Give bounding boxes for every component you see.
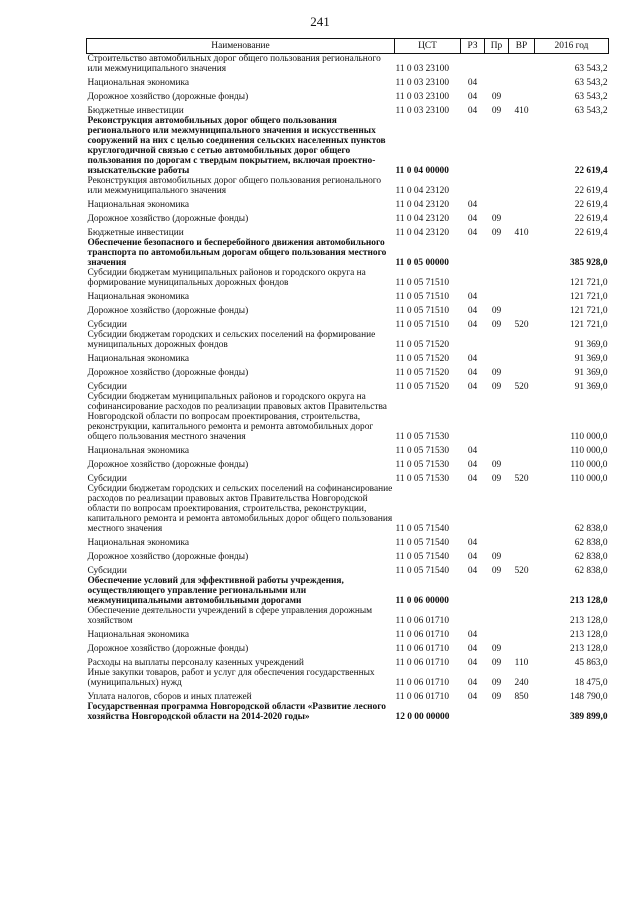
row-cst: 11 0 05 71540 xyxy=(395,566,450,576)
row-pr: 09 xyxy=(491,320,502,330)
row-pr: 09 xyxy=(491,552,502,562)
table-row xyxy=(87,456,609,470)
row-rz xyxy=(461,484,485,534)
row-cst: 11 0 05 71520 xyxy=(395,340,450,350)
row-vr xyxy=(509,350,535,364)
row-vr xyxy=(509,268,535,288)
row-rz: 04 xyxy=(467,446,478,456)
row-vr xyxy=(509,176,535,196)
row-vr xyxy=(509,302,535,316)
row-pr: 09 xyxy=(491,678,502,688)
table-row xyxy=(87,392,609,442)
row-vr: 850 xyxy=(514,692,529,702)
row-vr xyxy=(509,364,535,378)
table-row xyxy=(87,88,609,102)
row-pr xyxy=(485,196,509,210)
row-sum: 22 619,4 xyxy=(574,214,608,224)
row-cst: 11 0 05 71530 xyxy=(395,474,450,484)
row-sum: 22 619,4 xyxy=(574,166,608,176)
row-name: Национальная экономика xyxy=(87,630,190,640)
row-rz xyxy=(461,268,485,288)
table-row xyxy=(87,54,609,75)
row-cst: 11 0 04 00000 xyxy=(395,166,449,176)
row-name: Расходы на выплаты персоналу казенных учреждений xyxy=(87,658,304,668)
row-name: Национальная экономика xyxy=(87,292,190,302)
row-rz: 04 xyxy=(467,214,478,224)
row-name: Обеспечение деятельности учреждений в сфере управления дорожным хозяйством xyxy=(87,606,373,626)
row-pr: 09 xyxy=(491,658,502,668)
row-vr: 520 xyxy=(514,474,529,484)
row-sum: 213 128,0 xyxy=(570,630,608,640)
row-cst: 11 0 05 71520 xyxy=(395,354,450,364)
row-cst: 11 0 04 23120 xyxy=(395,214,450,224)
row-vr: 410 xyxy=(514,228,529,238)
row-rz: 04 xyxy=(467,106,478,116)
table-row xyxy=(87,224,609,238)
row-name: Субсидии xyxy=(87,566,127,576)
row-cst: 11 0 03 23100 xyxy=(395,106,450,116)
header-year: 2016 год xyxy=(535,39,609,54)
row-rz xyxy=(461,576,485,606)
row-cst: 11 0 05 71520 xyxy=(395,368,450,378)
table-row xyxy=(87,668,609,688)
row-cst: 11 0 05 71520 xyxy=(395,382,450,392)
row-rz: 04 xyxy=(467,78,478,88)
table-row xyxy=(87,442,609,456)
row-sum: 110 000,0 xyxy=(570,432,608,442)
row-rz: 04 xyxy=(467,92,478,102)
row-name: Уплата налогов, сборов и иных платежей xyxy=(87,692,252,702)
table-row xyxy=(87,534,609,548)
row-name: Реконструкция автомобильных дорог общего пользования регионального или межмуниципального значения и искусственных сооружений на них с целью соединения сельских населенных пунктов круглогодичной связью с сетью автомобильных дорог общего пользования по дорогам с твердым покрытием, включая проектно-изыскательские работы xyxy=(87,116,386,176)
row-cst: 11 0 06 01710 xyxy=(395,658,450,668)
row-sum: 63 543,2 xyxy=(574,92,608,102)
table-row xyxy=(87,364,609,378)
row-pr xyxy=(485,442,509,456)
row-rz: 04 xyxy=(467,292,478,302)
row-pr: 09 xyxy=(491,214,502,224)
row-rz xyxy=(461,606,485,626)
table-row xyxy=(87,350,609,364)
row-rz xyxy=(461,392,485,442)
row-sum: 62 838,0 xyxy=(574,566,608,576)
row-rz: 04 xyxy=(467,306,478,316)
row-vr xyxy=(509,548,535,562)
row-vr xyxy=(509,484,535,534)
row-sum: 62 838,0 xyxy=(574,552,608,562)
row-pr: 09 xyxy=(491,460,502,470)
row-rz xyxy=(461,238,485,268)
row-rz: 04 xyxy=(467,228,478,238)
row-rz: 04 xyxy=(467,354,478,364)
row-vr xyxy=(509,54,535,75)
row-vr xyxy=(509,116,535,176)
row-name: Дорожное хозяйство (дорожные фонды) xyxy=(87,92,249,102)
row-vr: 410 xyxy=(514,106,529,116)
row-sum: 91 369,0 xyxy=(574,340,608,350)
header-name: Наименование xyxy=(87,39,395,54)
row-sum: 110 000,0 xyxy=(570,446,608,456)
row-pr xyxy=(485,626,509,640)
row-name: Обеспечение безопасного и бесперебойного движения автомобильного транспорта по автомобильным дорогам общего пользования местного значения xyxy=(87,238,387,268)
table-row xyxy=(87,576,609,606)
row-pr: 09 xyxy=(491,306,502,316)
row-cst: 11 0 06 01710 xyxy=(395,644,450,654)
row-name: Субсидии xyxy=(87,382,127,392)
row-name: Субсидии xyxy=(87,474,127,484)
row-name: Субсидии xyxy=(87,320,127,330)
table-row xyxy=(87,238,609,268)
row-cst: 11 0 06 01710 xyxy=(395,678,450,688)
row-cst: 11 0 05 00000 xyxy=(395,258,449,268)
row-cst: 12 0 00 00000 xyxy=(395,712,450,722)
table-row xyxy=(87,196,609,210)
row-rz: 04 xyxy=(467,538,478,548)
row-sum: 121 721,0 xyxy=(570,320,608,330)
row-vr: 520 xyxy=(514,320,529,330)
row-pr xyxy=(485,176,509,196)
row-sum: 110 000,0 xyxy=(570,460,608,470)
row-sum: 18 475,0 xyxy=(574,678,608,688)
row-vr xyxy=(509,210,535,224)
row-vr xyxy=(509,74,535,88)
row-name: Дорожное хозяйство (дорожные фонды) xyxy=(87,552,249,562)
row-rz: 04 xyxy=(467,474,478,484)
row-rz xyxy=(461,54,485,75)
row-name: Субсидии бюджетам муниципальных районов и городского округа на софинансирование расходов по реализации правовых актов Правительства Новгородской области по вопросам проектирования, строительства, реконструкции, капитального ремонта и ремонта автомобильных дорог общего пользования местного значения xyxy=(87,392,387,442)
row-rz: 04 xyxy=(467,630,478,640)
row-name: Дорожное хозяйство (дорожные фонды) xyxy=(87,460,249,470)
row-vr xyxy=(509,330,535,350)
table-row xyxy=(87,302,609,316)
row-pr: 09 xyxy=(491,106,502,116)
table-row xyxy=(87,316,609,330)
row-cst: 11 0 06 01710 xyxy=(395,616,450,626)
row-sum: 121 721,0 xyxy=(570,292,608,302)
row-sum: 91 369,0 xyxy=(574,382,608,392)
row-pr: 09 xyxy=(491,382,502,392)
table-row xyxy=(87,288,609,302)
row-sum: 121 721,0 xyxy=(570,306,608,316)
row-sum: 63 543,2 xyxy=(574,64,608,74)
row-rz: 04 xyxy=(467,566,478,576)
header-pr: Пр xyxy=(485,39,509,54)
row-vr xyxy=(509,196,535,210)
row-cst: 11 0 06 00000 xyxy=(395,596,449,606)
row-pr: 09 xyxy=(491,692,502,702)
row-rz xyxy=(461,116,485,176)
table-row xyxy=(87,210,609,224)
row-sum: 213 128,0 xyxy=(570,596,608,606)
table-row xyxy=(87,378,609,392)
table-row xyxy=(87,74,609,88)
row-vr xyxy=(509,640,535,654)
row-cst: 11 0 05 71540 xyxy=(395,552,450,562)
row-cst: 11 0 05 71510 xyxy=(395,306,450,316)
row-cst: 11 0 05 71540 xyxy=(395,538,450,548)
row-name: Бюджетные инвестиции xyxy=(87,228,184,238)
row-name: Национальная экономика xyxy=(87,354,190,364)
table-row xyxy=(87,484,609,534)
row-vr xyxy=(509,576,535,606)
page-number: 241 xyxy=(310,14,330,29)
table-row xyxy=(87,562,609,576)
row-vr xyxy=(509,442,535,456)
row-pr xyxy=(485,330,509,350)
row-sum: 385 928,0 xyxy=(570,258,608,268)
row-sum: 148 790,0 xyxy=(570,692,608,702)
table-header-row xyxy=(87,39,609,54)
header-cst: ЦСТ xyxy=(395,39,461,54)
row-cst: 11 0 05 71530 xyxy=(395,432,450,442)
table-row xyxy=(87,654,609,668)
row-vr xyxy=(509,238,535,268)
row-vr xyxy=(509,702,535,722)
row-name: Национальная экономика xyxy=(87,538,190,548)
row-name: Реконструкция автомобильных дорог общего пользования регионального или межмуниципального значения xyxy=(87,176,382,196)
row-cst: 11 0 05 71510 xyxy=(395,292,450,302)
row-rz: 04 xyxy=(467,552,478,562)
row-pr: 09 xyxy=(491,228,502,238)
row-name: Субсидии бюджетам муниципальных районов и городского округа на формирование муниципальных дорожных фондов xyxy=(87,268,366,288)
row-name: Дорожное хозяйство (дорожные фонды) xyxy=(87,214,249,224)
row-sum: 110 000,0 xyxy=(570,474,608,484)
row-pr: 09 xyxy=(491,644,502,654)
row-name: Обеспечение условий для эффективной работы учреждения, осуществляющего управление региональными или межмуниципальными автомобильными дорогами xyxy=(87,576,344,606)
table-row xyxy=(87,606,609,626)
row-sum: 22 619,4 xyxy=(574,228,608,238)
row-pr xyxy=(485,54,509,75)
row-sum: 22 619,4 xyxy=(574,186,608,196)
row-rz: 04 xyxy=(467,644,478,654)
header-vr: ВР xyxy=(509,39,535,54)
row-pr xyxy=(485,74,509,88)
row-rz: 04 xyxy=(467,692,478,702)
row-rz xyxy=(461,702,485,722)
row-name: Национальная экономика xyxy=(87,78,190,88)
row-rz: 04 xyxy=(467,320,478,330)
row-vr xyxy=(509,392,535,442)
row-pr xyxy=(485,392,509,442)
table-row xyxy=(87,268,609,288)
row-cst: 11 0 05 71510 xyxy=(395,278,450,288)
row-cst: 11 0 04 23120 xyxy=(395,186,450,196)
row-rz: 04 xyxy=(467,368,478,378)
row-pr xyxy=(485,534,509,548)
row-sum: 213 128,0 xyxy=(570,644,608,654)
table-row xyxy=(87,640,609,654)
row-cst: 11 0 03 23100 xyxy=(395,64,450,74)
row-pr xyxy=(485,702,509,722)
row-sum: 91 369,0 xyxy=(574,354,608,364)
row-sum: 63 543,2 xyxy=(574,106,608,116)
row-vr: 240 xyxy=(514,678,529,688)
row-pr xyxy=(485,238,509,268)
row-name: Строительство автомобильных дорог общего пользования регионального или межмуниципального значения xyxy=(87,54,381,74)
row-rz: 04 xyxy=(467,200,478,210)
table-row xyxy=(87,548,609,562)
row-vr xyxy=(509,626,535,640)
row-sum: 91 369,0 xyxy=(574,368,608,378)
row-pr xyxy=(485,268,509,288)
row-name: Субсидии бюджетам городских и сельских поселений на формирование муниципальных дорожных фондов xyxy=(87,330,376,350)
row-sum: 62 838,0 xyxy=(574,524,608,534)
row-sum: 62 838,0 xyxy=(574,538,608,548)
row-name: Иные закупки товаров, работ и услуг для обеспечения государственных (муниципальных) нужд xyxy=(87,668,375,688)
row-cst: 11 0 06 01710 xyxy=(395,630,450,640)
row-name: Дорожное хозяйство (дорожные фонды) xyxy=(87,306,249,316)
row-pr xyxy=(485,606,509,626)
row-cst: 11 0 05 71530 xyxy=(395,460,450,470)
row-vr xyxy=(509,456,535,470)
table-row xyxy=(87,626,609,640)
row-pr xyxy=(485,484,509,534)
row-sum: 213 128,0 xyxy=(570,616,608,626)
row-name: Дорожное хозяйство (дорожные фонды) xyxy=(87,368,249,378)
row-name: Национальная экономика xyxy=(87,446,190,456)
row-cst: 11 0 03 23100 xyxy=(395,78,450,88)
header-rz: РЗ xyxy=(461,39,485,54)
row-pr: 09 xyxy=(491,474,502,484)
row-rz xyxy=(461,330,485,350)
row-cst: 11 0 04 23120 xyxy=(395,200,450,210)
row-vr: 520 xyxy=(514,382,529,392)
row-name: Бюджетные инвестиции xyxy=(87,106,184,116)
row-pr xyxy=(485,576,509,606)
row-pr xyxy=(485,288,509,302)
table-row xyxy=(87,116,609,176)
row-cst: 11 0 03 23100 xyxy=(395,92,450,102)
row-vr xyxy=(509,606,535,626)
table-row xyxy=(87,102,609,116)
row-pr: 09 xyxy=(491,566,502,576)
table-row xyxy=(87,330,609,350)
row-rz xyxy=(461,176,485,196)
row-cst: 11 0 06 01710 xyxy=(395,692,450,702)
budget-table xyxy=(86,38,609,722)
row-pr: 09 xyxy=(491,368,502,378)
row-name: Государственная программа Новгородской области «Развитие лесного хозяйства Новгородской области на 2014-2020 годы» xyxy=(87,702,386,722)
row-rz: 04 xyxy=(467,678,478,688)
row-sum: 63 543,2 xyxy=(574,78,608,88)
row-rz: 04 xyxy=(467,460,478,470)
table-row xyxy=(87,176,609,196)
row-vr xyxy=(509,288,535,302)
row-cst: 11 0 05 71540 xyxy=(395,524,450,534)
row-sum: 22 619,4 xyxy=(574,200,608,210)
row-pr xyxy=(485,350,509,364)
row-cst: 11 0 04 23120 xyxy=(395,228,450,238)
row-vr xyxy=(509,534,535,548)
table-row xyxy=(87,688,609,702)
row-rz: 04 xyxy=(467,382,478,392)
row-rz: 04 xyxy=(467,658,478,668)
row-sum: 121 721,0 xyxy=(570,278,608,288)
row-pr: 09 xyxy=(491,92,502,102)
row-sum: 45 863,0 xyxy=(574,658,608,668)
row-cst: 11 0 05 71530 xyxy=(395,446,450,456)
table-row xyxy=(87,702,609,722)
row-pr xyxy=(485,116,509,176)
row-vr: 520 xyxy=(514,566,529,576)
table-row xyxy=(87,470,609,484)
row-vr xyxy=(509,88,535,102)
row-name: Национальная экономика xyxy=(87,200,190,210)
row-sum: 389 899,0 xyxy=(570,712,608,722)
row-cst: 11 0 05 71510 xyxy=(395,320,450,330)
row-name: Субсидии бюджетам городских и сельских поселений на софинансирование расходов по реализации правовых актов Правительства Новгородской области по вопросам проектирования, строительства, реконструкции, капитального ремонта и ремонта автомобильных дорог общего пользования местного значения xyxy=(87,484,393,534)
row-name: Дорожное хозяйство (дорожные фонды) xyxy=(87,644,249,654)
row-vr: 110 xyxy=(514,658,529,668)
